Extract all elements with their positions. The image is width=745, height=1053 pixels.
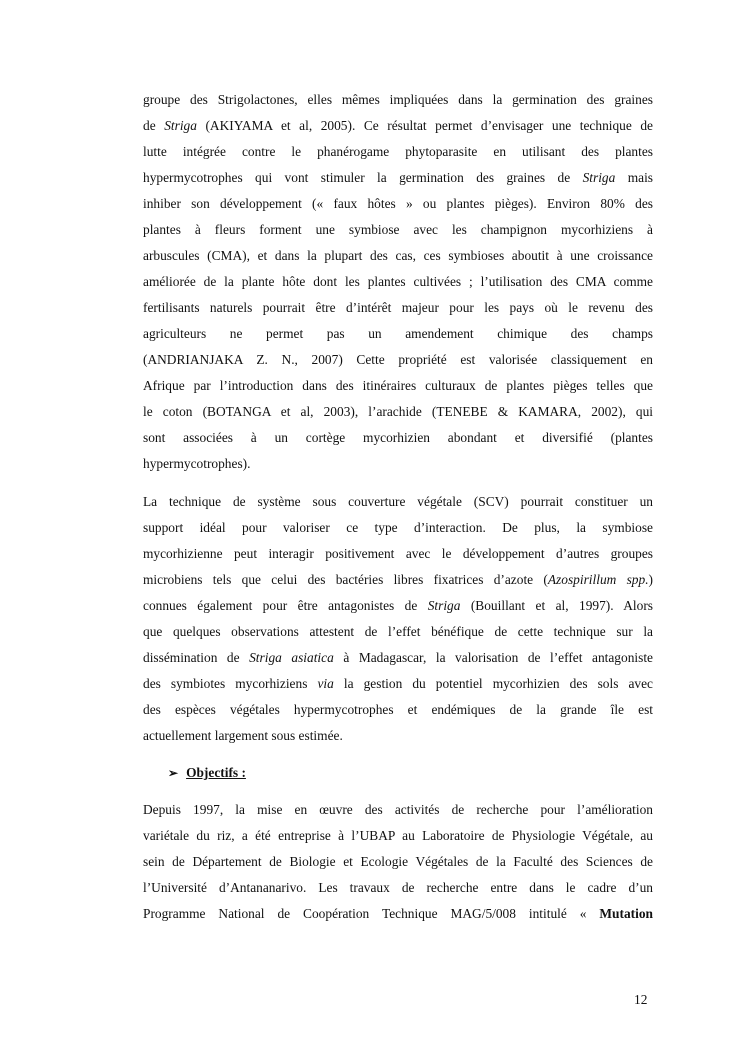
text-line: Afrique par l’introduction dans des itinéraires culturaux de plantes pièges telles que [143,378,653,393]
text-line: sont associées à un cortège mycorhizien abondant et diversifié (plantes [143,430,653,445]
text-line: Depuis 1997, la mise en œuvre des activités de recherche pour l’amélioration [143,802,653,817]
text-line: arbuscules (CMA), et dans la plupart des cas, ces symbioses aboutit à une croissance [143,248,653,263]
text-line: hypermycotrophes). [143,456,251,471]
text-line: plantes à fleurs forment une symbiose avec les champignon mycorhiziens à [143,222,653,237]
text-line: Programme National de Coopération Technique MAG/5/008 intitulé « Mutation [143,906,653,921]
objectifs-label: Objectifs : [186,765,246,780]
text-line: (ANDRIANJAKA Z. N., 2007) Cette propriété est valorisée classiquement en [143,352,653,367]
paragraph-strigolactones [143,87,653,477]
arrow-bullet-icon: ➢ [168,766,179,780]
text-line: de Striga (AKIYAMA et al, 2005). Ce résultat permet d’envisager une technique de [143,118,653,133]
text-line: améliorée de la plante hôte dont les plantes cultivées ; l’utilisation des CMA comme [143,274,653,289]
objectifs-heading [168,765,246,781]
paragraph-scv-technique [143,489,653,749]
text-line: inhiber son développement (« faux hôtes » ou plantes pièges). Environ 80% des [143,196,653,211]
text-line: lutte intégrée contre le phanérogame phytoparasite en utilisant des plantes [143,144,653,159]
text-line: mycorhizienne peut interagir positivement avec le développement d’autres groupes [143,546,653,561]
text-line: hypermycotrophes qui vont stimuler la germination des graines de Striga mais [143,170,653,185]
text-line: fertilisants naturels pourrait être d’intérêt majeur pour les pays où le revenu des [143,300,653,315]
text-line: microbiens tels que celui des bactéries libres fixatrices d’azote (Azospirillum spp.) [143,572,654,587]
text-line: actuellement largement sous estimée. [143,728,343,743]
text-line: La technique de système sous couverture végétale (SCV) pourrait constituer un [143,494,653,509]
page-number: 12 [634,992,648,1007]
text-line: sein de Département de Biologie et Ecologie Végétales de la Faculté des Sciences de [143,854,653,869]
text-line: connues également pour être antagonistes de Striga (Bouillant et al, 1997). Alors [143,598,653,613]
text-line: que quelques observations attestent de l’effet bénéfique de cette technique sur la [143,624,653,639]
paragraph-objectifs [143,797,653,927]
text-line: groupe des Strigolactones, elles mêmes impliquées dans la germination des graines [143,92,653,107]
text-line: agriculteurs ne permet pas un amendement chimique des champs [143,326,653,341]
text-line: dissémination de Striga asiatica à Madagascar, la valorisation de l’effet antagoniste [143,650,653,665]
text-line: l’Université d’Antananarivo. Les travaux de recherche entre dans le cadre d’un [143,880,653,895]
text-line: variétale du riz, a été entreprise à l’UBAP au Laboratoire de Physiologie Végétale, au [143,828,653,843]
text-line: des symbiotes mycorhiziens via la gestion du potentiel mycorhizien des sols avec [143,676,653,691]
text-line: support idéal pour valoriser ce type d’interaction. De plus, la symbiose [143,520,653,535]
text-line: des espèces végétales hypermycotrophes et endémiques de la grande île est [143,702,653,717]
text-line: le coton (BOTANGA et al, 2003), l’arachide (TENEBE & KAMARA, 2002), qui [143,404,653,419]
